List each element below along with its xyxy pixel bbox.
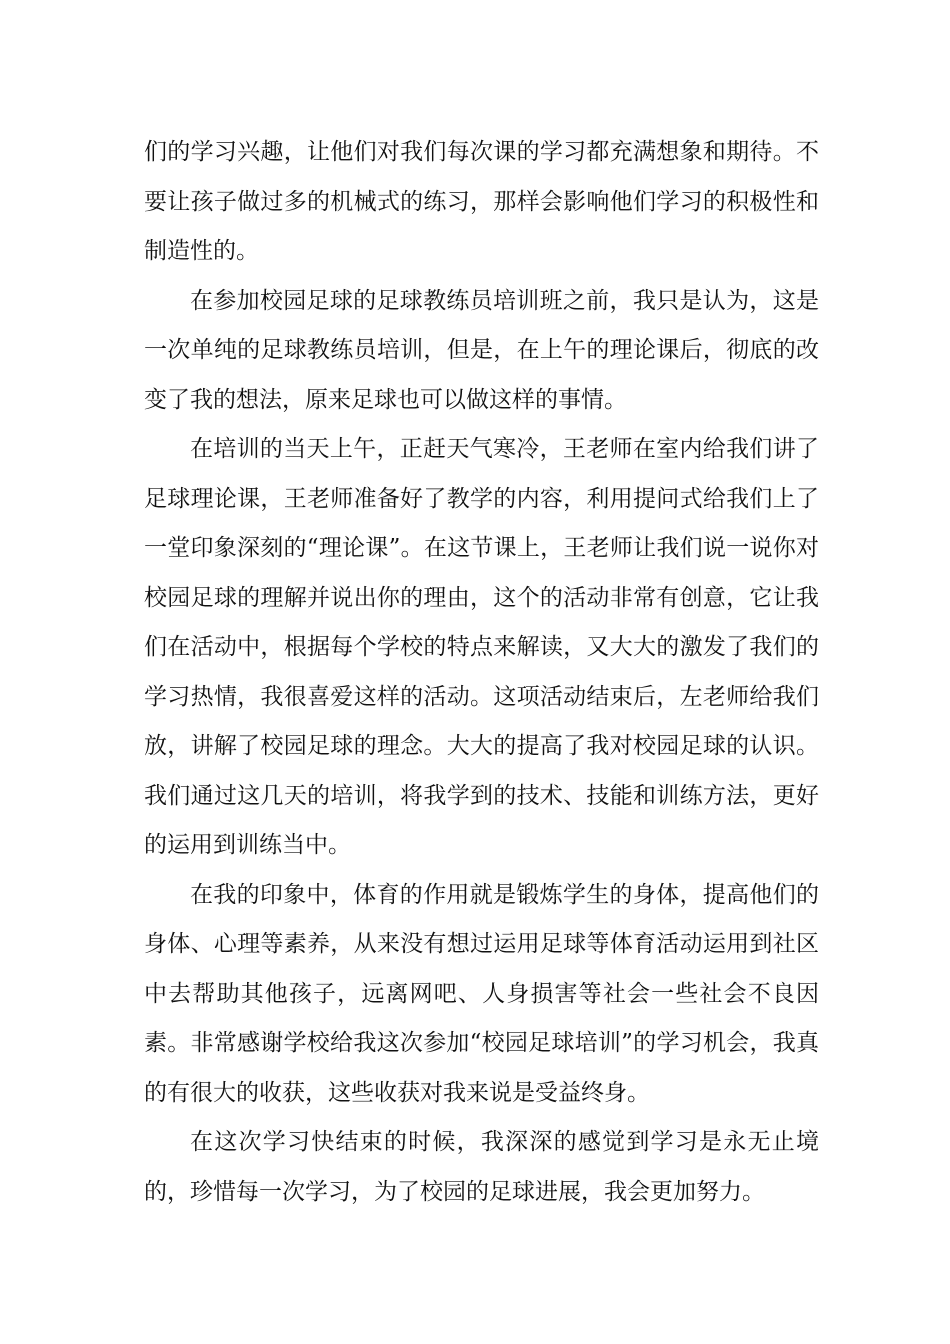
paragraph-continued: 们的学习兴趣，让他们对我们每次课的学习都充满想象和期待。不要让孩子做过多的机械式的练习，那样会影响他们学习的积极性和制造性的。 xyxy=(144,139,819,264)
paragraph: 在培训的当天上午，正赶天气寒冷，王老师在室内给我们讲了足球理论课，王老师准备好了教学的内容，利用提问式给我们上了一堂印象深刻的“理论课”。在这节课上，王老师让我们说一说你对校园足球的理解并说出你的理由，这个的活动非常有创意，它让我们在活动中，根据每个学校的特点来解读，又大大的激发了我们的学习热情，我很喜爱这样的活动。这项活动结束后，左老师给我们放，讲解了校园足球的理念。大大的提高了我对校园足球的认识。我们通过这几天的培训，将我学到的技术、技能和训练方法，更好的运用到训练当中。 xyxy=(144,436,819,858)
body-text xyxy=(144,128,819,1217)
paragraph: 在参加校园足球的足球教练员培训班之前，我只是认为，这是一次单纯的足球教练员培训，但是，在上午的理论课后，彻底的改变了我的想法，原来足球也可以做这样的事情。 xyxy=(144,287,819,413)
paragraph: 在这次学习快结束的时候，我深深的感觉到学习是永无止境的，珍惜每一次学习，为了校园的足球进展，我会更加努力。 xyxy=(144,1129,819,1205)
paragraph: 在我的印象中，体育的作用就是锻炼学生的身体，提高他们的身体、心理等素养，从来没有想过运用足球等体育活动运用到社区中去帮助其他孩子，远离网吧、人身损害等社会一些社会不良因素。非常感谢学校给我这次参加“校园足球培训”的学习机会，我真的有很大的收获，这些收获对我来说是受益终身。 xyxy=(144,881,819,1106)
